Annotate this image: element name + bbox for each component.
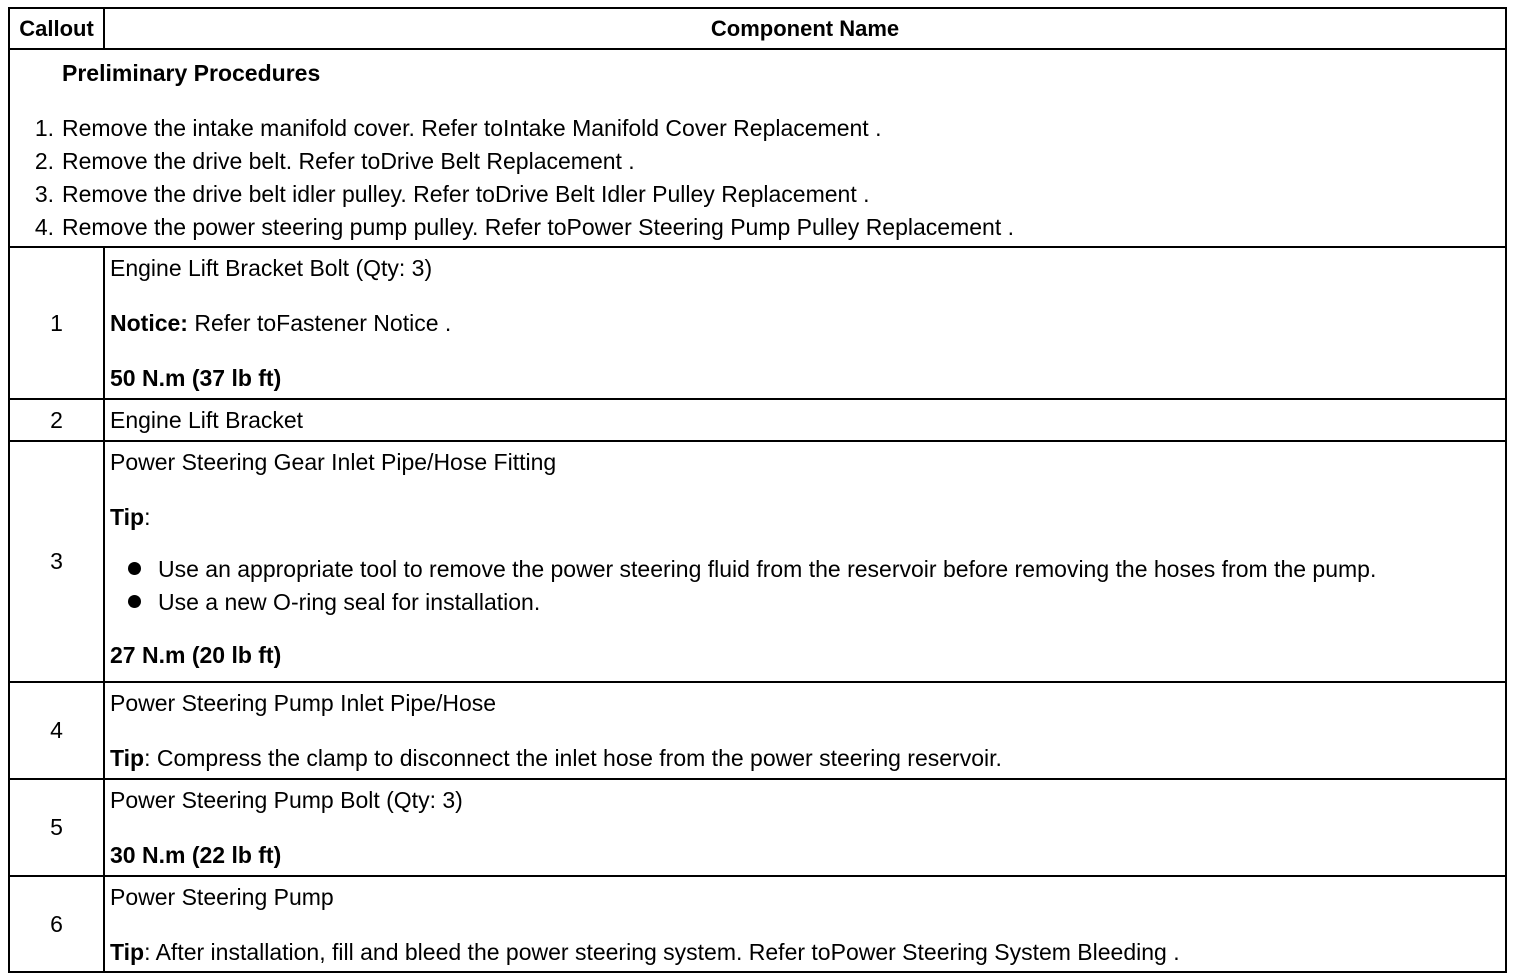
table-row	[9, 876, 1506, 972]
callout-number: 5	[9, 779, 104, 876]
preliminary-step: 3. Remove the drive belt idler pulley. Refer toDrive Belt Idler Pulley Replacement .	[34, 181, 870, 207]
component-name: Engine Lift Bracket	[110, 407, 304, 433]
header-callout: Callout	[9, 8, 104, 49]
table-row	[9, 247, 1506, 399]
tip: Tip: After installation, fill and bleed the power steering system. Refer toPower Steering System Bleeding .	[110, 939, 1180, 965]
tip-bullet-list	[110, 553, 1505, 619]
list-item: Use a new O-ring seal for installation.	[110, 586, 1505, 619]
header-row	[9, 8, 1506, 49]
table-row	[9, 682, 1506, 779]
preliminary-step: 2. Remove the drive belt. Refer toDrive Belt Replacement .	[34, 148, 635, 174]
torque-spec: 30 N.m (22 lb ft)	[110, 842, 282, 868]
bullet-icon	[128, 562, 141, 575]
tip: Tip: Compress the clamp to disconnect the inlet hose from the power steering reservoir.	[110, 745, 1002, 771]
list-item: Use an appropriate tool to remove the power steering fluid from the reservoir before removing the hoses from the pump.	[110, 553, 1505, 586]
bullet-icon	[128, 595, 141, 608]
table-row	[9, 779, 1506, 876]
header-component-name: Component Name	[104, 8, 1506, 49]
component-name: Power Steering Pump Bolt (Qty: 3)	[110, 787, 463, 813]
torque-spec: 50 N.m (37 lb ft)	[110, 365, 282, 391]
table-row	[9, 399, 1506, 441]
callout-number: 2	[9, 399, 104, 441]
tip: Tip:	[110, 504, 151, 530]
component-name: Engine Lift Bracket Bolt (Qty: 3)	[110, 255, 433, 281]
notice: Notice: Refer toFastener Notice .	[110, 310, 452, 336]
component-name: Power Steering Pump Inlet Pipe/Hose	[110, 690, 497, 716]
callout-number: 1	[9, 247, 104, 399]
component-name: Power Steering Pump	[110, 884, 334, 910]
callout-number: 4	[9, 682, 104, 779]
procedure-table	[8, 7, 1507, 973]
preliminary-step: 1. Remove the intake manifold cover. Refer toIntake Manifold Cover Replacement .	[34, 115, 882, 141]
table-row	[9, 441, 1506, 682]
preliminary-step: 4. Remove the power steering pump pulley. Refer toPower Steering Pump Pulley Replacement .	[34, 214, 1014, 240]
callout-number: 6	[9, 876, 104, 972]
preliminary-row	[9, 49, 1506, 247]
torque-spec: 27 N.m (20 lb ft)	[110, 642, 282, 668]
preliminary-title: Preliminary Procedures	[62, 60, 321, 86]
callout-number: 3	[9, 441, 104, 682]
component-name: Power Steering Gear Inlet Pipe/Hose Fitting	[110, 449, 557, 475]
